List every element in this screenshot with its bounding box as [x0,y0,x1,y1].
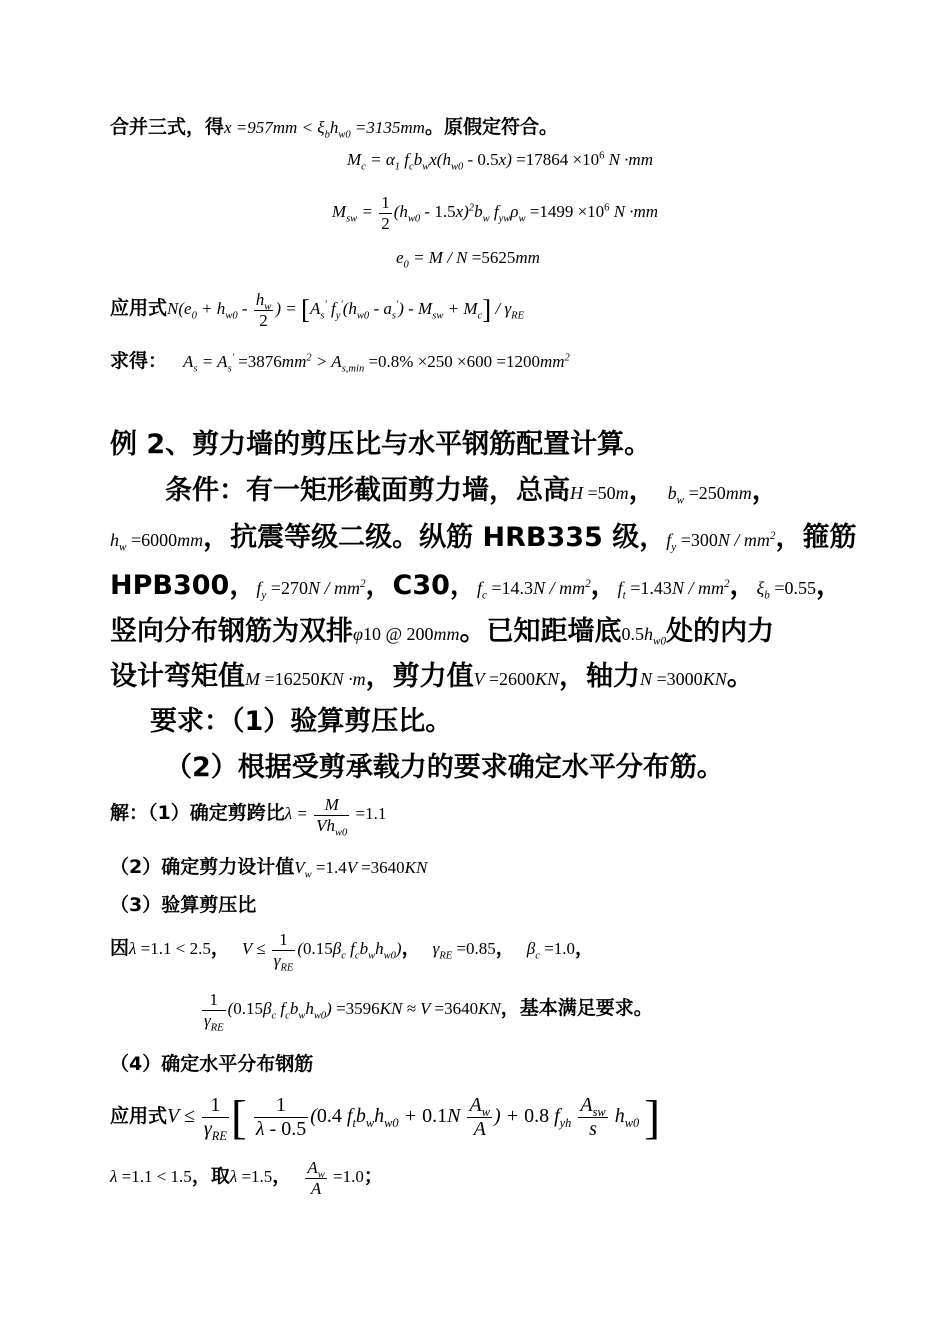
text-seismic-grade: ，抗震等级二级。纵筋 HRB335 级， [203,522,667,553]
separator: ， [210,936,230,959]
apply-prefix: 应用式 [110,296,168,319]
formula-hw: $h_w =6000mm$ [110,530,204,554]
separator: ， [628,475,656,506]
separator: ， [495,936,515,959]
formula-height: H =50m [570,483,629,503]
formula-moment: M =16250KN ·m [245,669,366,689]
separator: ， [590,570,618,601]
solution-step-1: 解：（1）确定剪跨比 [110,801,285,824]
separator: ； [363,1164,383,1187]
formula-bw: $b_w =250mm$ [667,483,752,507]
merge-suffix: 。原假定符合。 [424,116,558,138]
formula-vw: $V_w =1.4V =3640KN$ [294,858,428,881]
formula-fc: $f_c =14.3N / mm^2$ [476,578,591,602]
line-shear-ratio-condition [110,930,950,973]
solution-step-2: （2）确定剪力设计值 [110,856,295,878]
formula-axial: N =3000KN [640,669,727,689]
requirement-2: （2）根据受剪承载力的要求确定水平分布筋。 [165,752,724,783]
text-known-distance: 。已知距墙底 [459,616,622,647]
text-design-moment: 设计弯矩值 [110,661,245,692]
formula-lambda-lt: λ =1.1 < 1.5 [110,1166,192,1186]
formula-as: $A_s = A_s' =3876mm^2 > A_{s,min} =0.8\% \times 250 \times 600 =1200mm^2$ [183,352,570,375]
separator: ， [729,570,757,601]
formula-x-check: $x =957mm < \xi_bh_{w0} =3135mm$ [224,118,425,141]
requirement-1: 要求：（1）验算剪压比。 [150,706,453,737]
text-because: 因 [110,936,130,959]
conditions-prefix: 条件：有一矩形截面剪力墙，总高 [165,475,570,506]
formula-msw: $M_{sw}$ = $\frac{1}{2}$ $(h_{w0} - 1.5x)^2b_w$ $f_{yw}\rho_w =1499 \times 10^6$ N ·mm [331,193,659,233]
formula-shear: V =2600KN [473,669,560,689]
formula-rebar-spacing: φ10 @ 200mm [353,624,460,644]
line-materials [110,563,950,602]
formula-shear-capacity-full: V ≤ $\frac{1}{\gamma_{RE}}$ [ $\frac{1}{\lambda - 0.5}$ (0.4 $f_tb_wh_{w0} + 0.1N$ $\frac{A_w}{A}$ ) + 0.8 $f_{yh}$ $\frac{A_{sw}}{s}$ $h_{w0}$ ] [167,1091,661,1144]
merge-prefix: 合并三式，得 [110,116,225,138]
line-vertical-rebar [110,609,950,648]
formula-aw-ratio: $\frac{A_w}{A}$ =1.0 [307,1158,364,1198]
formula-fy-longitudinal: $f_y =300N / mm^2$ [666,530,776,554]
line-lambda-take [110,1158,950,1198]
separator: ， [815,570,843,601]
formula-beta-c: $\beta_c =1.0$ [526,938,576,962]
line-hw-grade [110,515,950,554]
text-take: ，取 [191,1164,230,1187]
formula-half-hw0: $0.5h_{w0}$ [621,624,667,648]
formula-e0: $e_0 = M / N =5625mm$ [396,248,540,271]
text-vertical-rebar: 竖向分布钢筋为双排 [110,616,353,647]
line-horizontal-rebar-formula [110,1090,950,1145]
line-result-as [110,346,950,373]
formula-gamma-re: $\gamma_{RE} =0.85$ [432,938,496,962]
formula-fy-stirrup: $f_y =270N / mm^2$ [256,578,366,602]
formula-v-limit: V ≤ $\frac{1}{\gamma_{RE}}$ ($0.15\beta_c$ $f_cb_wh_{w0}$) [241,930,402,973]
separator: 。 [726,661,754,692]
text-hpb300: HPB300， [110,570,257,601]
text-stirrup: ，箍筋 [775,522,857,553]
formula-lambda-take: λ =1.5 [229,1166,273,1186]
separator: ， [575,936,595,959]
apply-prefix: 应用式 [110,1105,168,1128]
example-heading: 例 2、剪力墙的剪压比与水平钢筋配置计算。 [110,429,652,460]
line-shear-span [110,795,950,838]
line-conditions [165,468,950,507]
formula-ft: $f_t =1.43N / mm^2$ [617,578,730,602]
line-shear-design [110,852,950,879]
line-shear-ratio-result [200,990,950,1033]
solution-step-3: （3）验算剪压比 [110,894,257,916]
formula-lambda-check: λ =1.1 < 2.5 [129,938,211,958]
text-shear: ，剪力值 [365,661,474,692]
formula-mc: $M_c = \alpha_1$ $f_cb_wx(h_{w0} - 0.5x) =17864 \times 10^6$ N ·mm [347,150,653,173]
formula-n-moment: $N(e_0 + h_{w0}$ - $\frac{h_w}{2}$ ) = [$A_s'$ $f_y'(h_{w0} - a_s') - M_{sw} + M_c] / \gamma_{RE}$ [167,290,525,330]
solution-step-4: （4）确定水平分布钢筋 [110,1053,314,1075]
line-merge-result [110,112,950,139]
formula-lambda: λ = $\frac{M}{Vh_{w0}}$ =1.1 [284,795,387,838]
formula-xib: $\xi_b =0.55$ [756,578,816,602]
line-design-forces [110,654,950,693]
text-satisfied: ，基本满足要求。 [500,996,653,1019]
result-prefix: 求得： [110,350,168,372]
separator: ， [272,1164,292,1187]
text-internal-force: 处的内力 [666,616,775,647]
separator: ， [751,475,779,506]
separator: ， [401,936,421,959]
line-apply-formula [110,290,950,330]
text-axial: ，轴力 [559,661,641,692]
formula-shear-capacity: $\frac{1}{\gamma_{RE}}$ ($0.15\beta_c$ $f_cb_wh_{w0}) =3596KN \approx V =3640KN$ [204,990,501,1033]
text-c30: ，C30， [365,570,477,601]
